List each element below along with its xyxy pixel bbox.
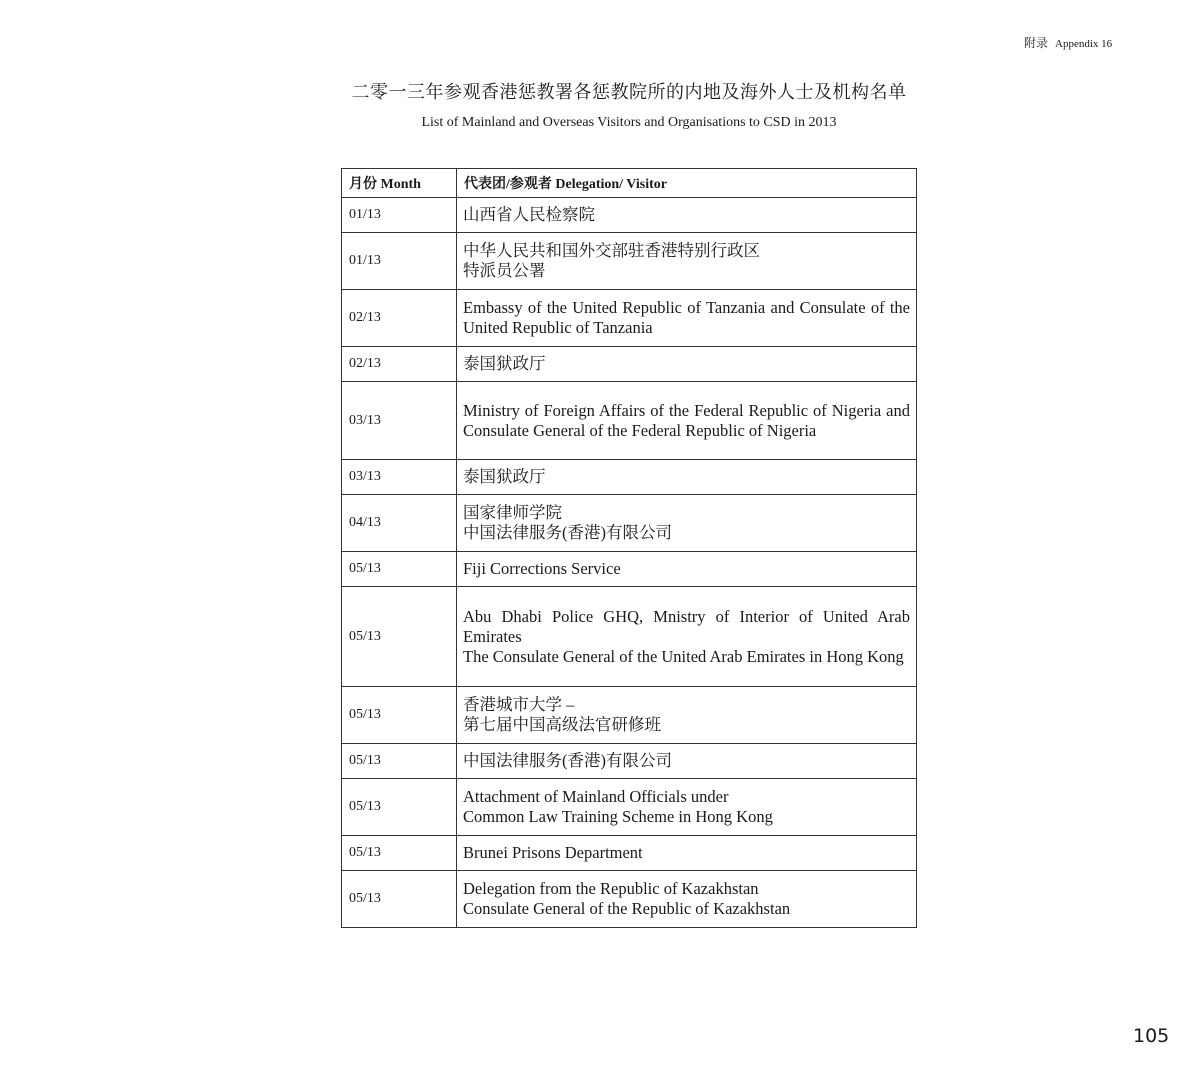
visitor-cell [457, 347, 917, 382]
visitor-line: Consulate General of the Republic of Kazakhstan [463, 899, 791, 918]
table-row [342, 233, 917, 290]
running-header [1024, 34, 1112, 51]
month-cell: 04/13 [342, 495, 457, 552]
visitor-cell [457, 744, 917, 779]
month-cell: 01/13 [342, 233, 457, 290]
visitor-line: 泰国狱政厅 [463, 467, 546, 486]
table-row [342, 871, 917, 928]
page-title-en: List of Mainland and Overseas Visitors and Organisations to CSD in 2013 [421, 115, 837, 130]
month-cell: 01/13 [342, 198, 457, 233]
visitor-line: 国家律师学院 [463, 503, 562, 522]
table-row [342, 779, 917, 836]
visitor-cell [457, 779, 917, 836]
visitor-line: 山西省人民检察院 [463, 205, 595, 224]
table-row [342, 290, 917, 347]
month-cell: 02/13 [342, 347, 457, 382]
visitor-cell [457, 687, 917, 744]
appendix-label-zh: 附录 [1024, 36, 1049, 50]
month-cell: 05/13 [342, 836, 457, 871]
visitor-line: Fiji Corrections Service [463, 559, 621, 578]
table-row [342, 347, 917, 382]
page-title-zh: 二零一三年参观香港惩教署各惩教院所的内地及海外人士及机构名单 [351, 82, 907, 102]
visitor-line: 泰国狱政厅 [463, 354, 546, 373]
visitor-cell [457, 552, 917, 587]
visitor-cell [457, 382, 917, 460]
month-column-header: 月份 Month [342, 169, 457, 198]
month-cell: 03/13 [342, 382, 457, 460]
visitor-column-header: 代表团/参观者 Delegation/ Visitor [457, 169, 917, 198]
visitor-cell [457, 495, 917, 552]
visitor-cell [457, 587, 917, 687]
visitor-cell [457, 198, 917, 233]
month-cell: 03/13 [342, 460, 457, 495]
visitor-cell [457, 836, 917, 871]
month-cell: 05/13 [342, 587, 457, 687]
visitor-cell [457, 233, 917, 290]
month-cell: 05/13 [342, 871, 457, 928]
table-row [342, 836, 917, 871]
table-row [342, 552, 917, 587]
visitor-cell [457, 460, 917, 495]
table-row [342, 198, 917, 233]
visitor-line: 第七届中国高级法官研修班 [463, 715, 661, 734]
month-cell: 02/13 [342, 290, 457, 347]
visitor-line: 中华人民共和国外交部驻香港特别行政区 [463, 241, 760, 260]
visitor-line: Ministry of Foreign Affairs of the Federal Republic of Nigeria and Consulate General of the Federal Republic of Nigeria [463, 400, 910, 440]
visitor-line: Attachment of Mainland Officials under [463, 787, 729, 806]
appendix-label-en: Appendix 16 [1055, 38, 1113, 50]
visitor-line: 中国法律服务(香港)有限公司 [463, 523, 672, 542]
visitors-table [341, 168, 917, 928]
visitor-line: Embassy of the United Republic of Tanzania and Consulate of the United Republic of Tanzania [463, 298, 910, 337]
table-row [342, 382, 917, 460]
table-row [342, 587, 917, 687]
visitor-line: 特派员公署 [463, 261, 546, 280]
table-row [342, 687, 917, 744]
page-number: 105 [1133, 1025, 1170, 1047]
table-row [342, 744, 917, 779]
month-cell: 05/13 [342, 687, 457, 744]
table-row [342, 495, 917, 552]
visitor-line: 香港城市大学 – [463, 695, 575, 714]
table-header-row [342, 169, 917, 198]
month-cell: 05/13 [342, 779, 457, 836]
month-cell: 05/13 [342, 744, 457, 779]
table-row [342, 460, 917, 495]
visitor-line: Delegation from the Republic of Kazakhstan [463, 879, 759, 898]
visitor-line: The Consulate General of the United Arab Emirates in Hong Kong [463, 646, 904, 666]
visitor-cell [457, 871, 917, 928]
visitor-cell [457, 290, 917, 347]
visitor-line: Abu Dhabi Police GHQ, Mnistry of Interior of United Arab Emirates [463, 606, 910, 646]
visitor-line: Common Law Training Scheme in Hong Kong [463, 807, 773, 826]
month-cell: 05/13 [342, 552, 457, 587]
visitor-line: 中国法律服务(香港)有限公司 [463, 751, 672, 770]
visitor-line: Brunei Prisons Department [463, 843, 643, 862]
